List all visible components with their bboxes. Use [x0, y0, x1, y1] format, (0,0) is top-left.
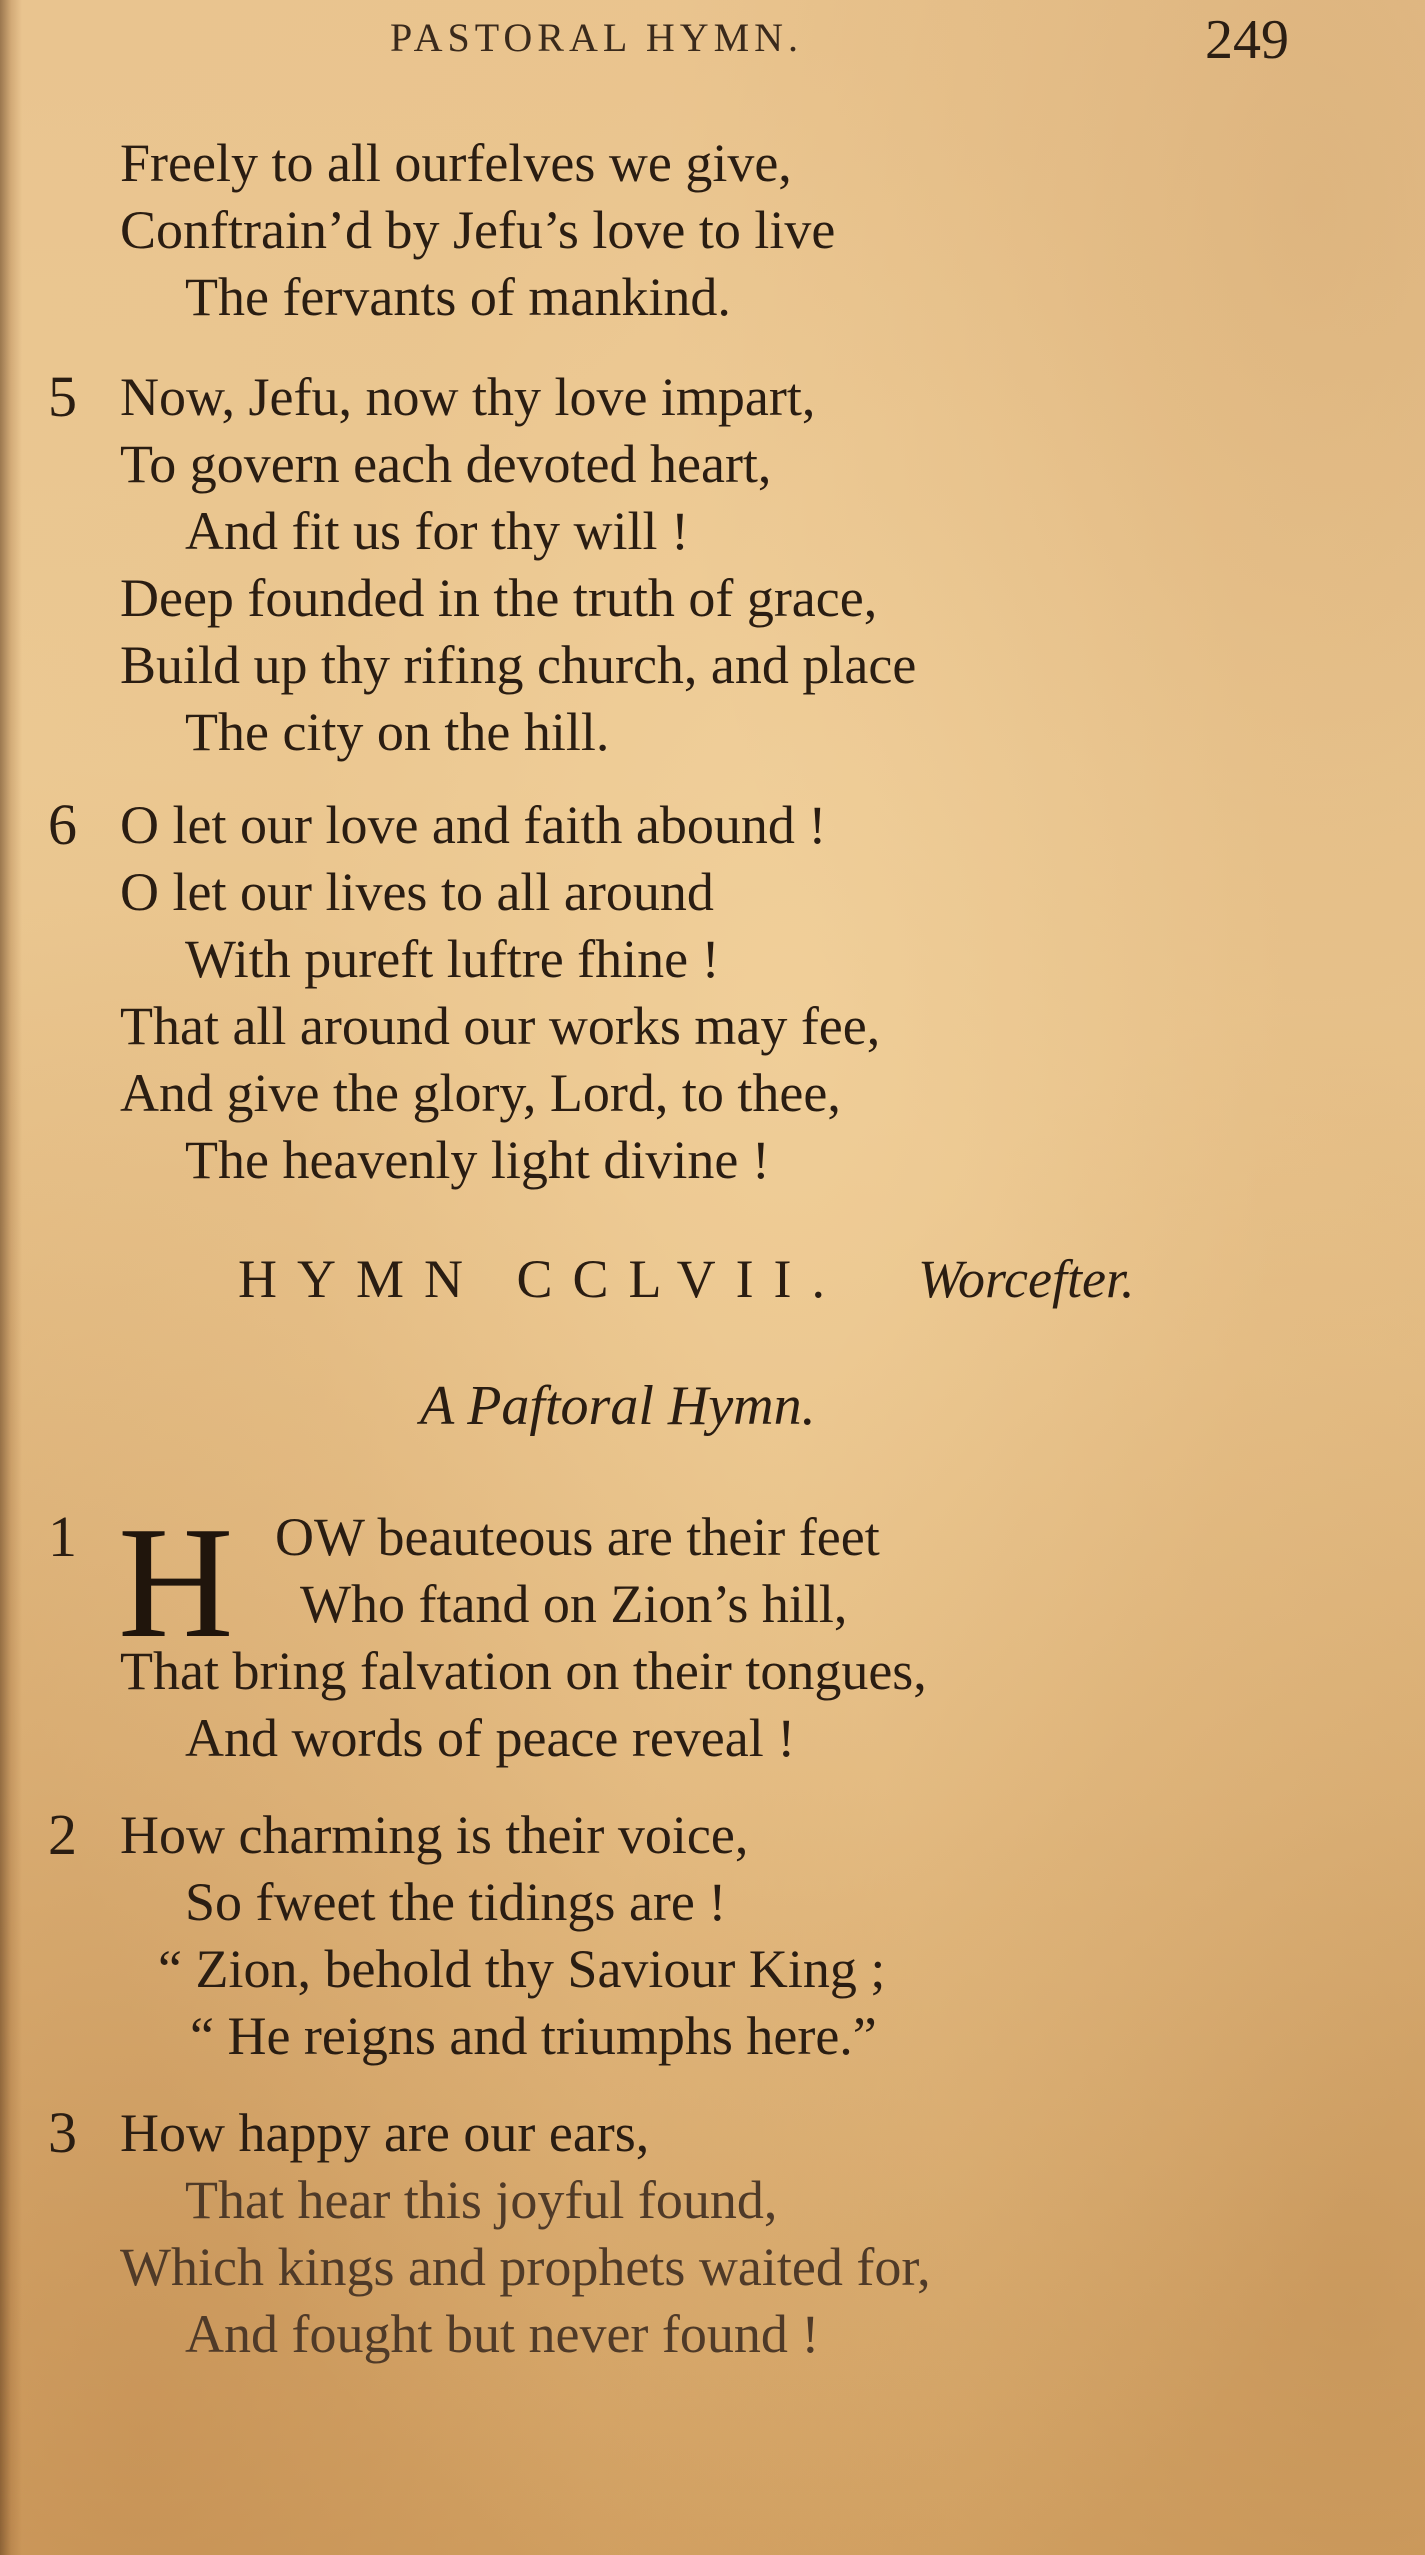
verse-line: Deep founded in the truth of grace,: [120, 568, 878, 628]
hymn-title: HYMN CCLVII.: [238, 1249, 846, 1309]
page-number: 249: [1205, 9, 1289, 71]
verse-line: So fweet the tidings are !: [185, 1872, 727, 1932]
verse-line: O let our love and faith abound !: [120, 795, 827, 855]
verse-line: OW beauteous are their feet: [275, 1507, 880, 1567]
verse-line: Conftrain’d by Jefu’s love to live: [120, 200, 836, 260]
verse-line: Who ftand on Zion’s hill,: [300, 1574, 848, 1634]
stanza-number: 2: [48, 1802, 77, 1867]
verse-line: And words of peace reveal !: [185, 1708, 796, 1768]
verse-line: And fit us for thy will !: [185, 501, 689, 561]
hymn-tune: Worcefter.: [918, 1249, 1135, 1309]
verse-line: How happy are our ears,: [120, 2103, 650, 2163]
verse-line: That bring falvation on their tongues,: [120, 1641, 927, 1701]
verse-line: And fought but never found !: [185, 2304, 820, 2364]
stanza-number: 3: [48, 2100, 77, 2165]
stanza-number: 1: [48, 1504, 77, 1569]
verse-line: “ Zion, behold thy Saviour King ;: [158, 1939, 886, 1999]
verse-line: Freely to all ourfelves we give,: [120, 133, 792, 193]
verse-line: To govern each devoted heart,: [120, 434, 772, 494]
stanza-number: 5: [48, 364, 77, 429]
verse-line: O let our lives to all around: [120, 862, 714, 922]
verse-line: The fervants of mankind.: [185, 267, 731, 327]
verse-line: Which kings and prophets waited for,: [120, 2237, 931, 2297]
stanza-number: 6: [48, 792, 77, 857]
verse-line: The heavenly light divine !: [185, 1130, 770, 1190]
verse-line: And give the glory, Lord, to thee,: [120, 1063, 841, 1123]
hymn-heading: [238, 1249, 1238, 1322]
running-head: PASTORAL HYMN.: [390, 15, 804, 60]
verse-line: The city on the hill.: [185, 702, 610, 762]
verse-line: That all around our works may fee,: [120, 996, 881, 1056]
verse-line: How charming is their voice,: [120, 1805, 749, 1865]
verse-line: That hear this joyful found,: [185, 2170, 778, 2230]
verse-line: Build up thy rifing church, and place: [120, 635, 917, 695]
verse-line: Now, Jefu, now thy love impart,: [120, 367, 816, 427]
verse-line: With pureft luftre fhine !: [185, 929, 720, 989]
drop-cap: H: [118, 1493, 234, 1671]
hymn-subtitle: A Paftoral Hymn.: [420, 1375, 816, 1437]
verse-line: “ He reigns and triumphs here.”: [190, 2006, 877, 2066]
